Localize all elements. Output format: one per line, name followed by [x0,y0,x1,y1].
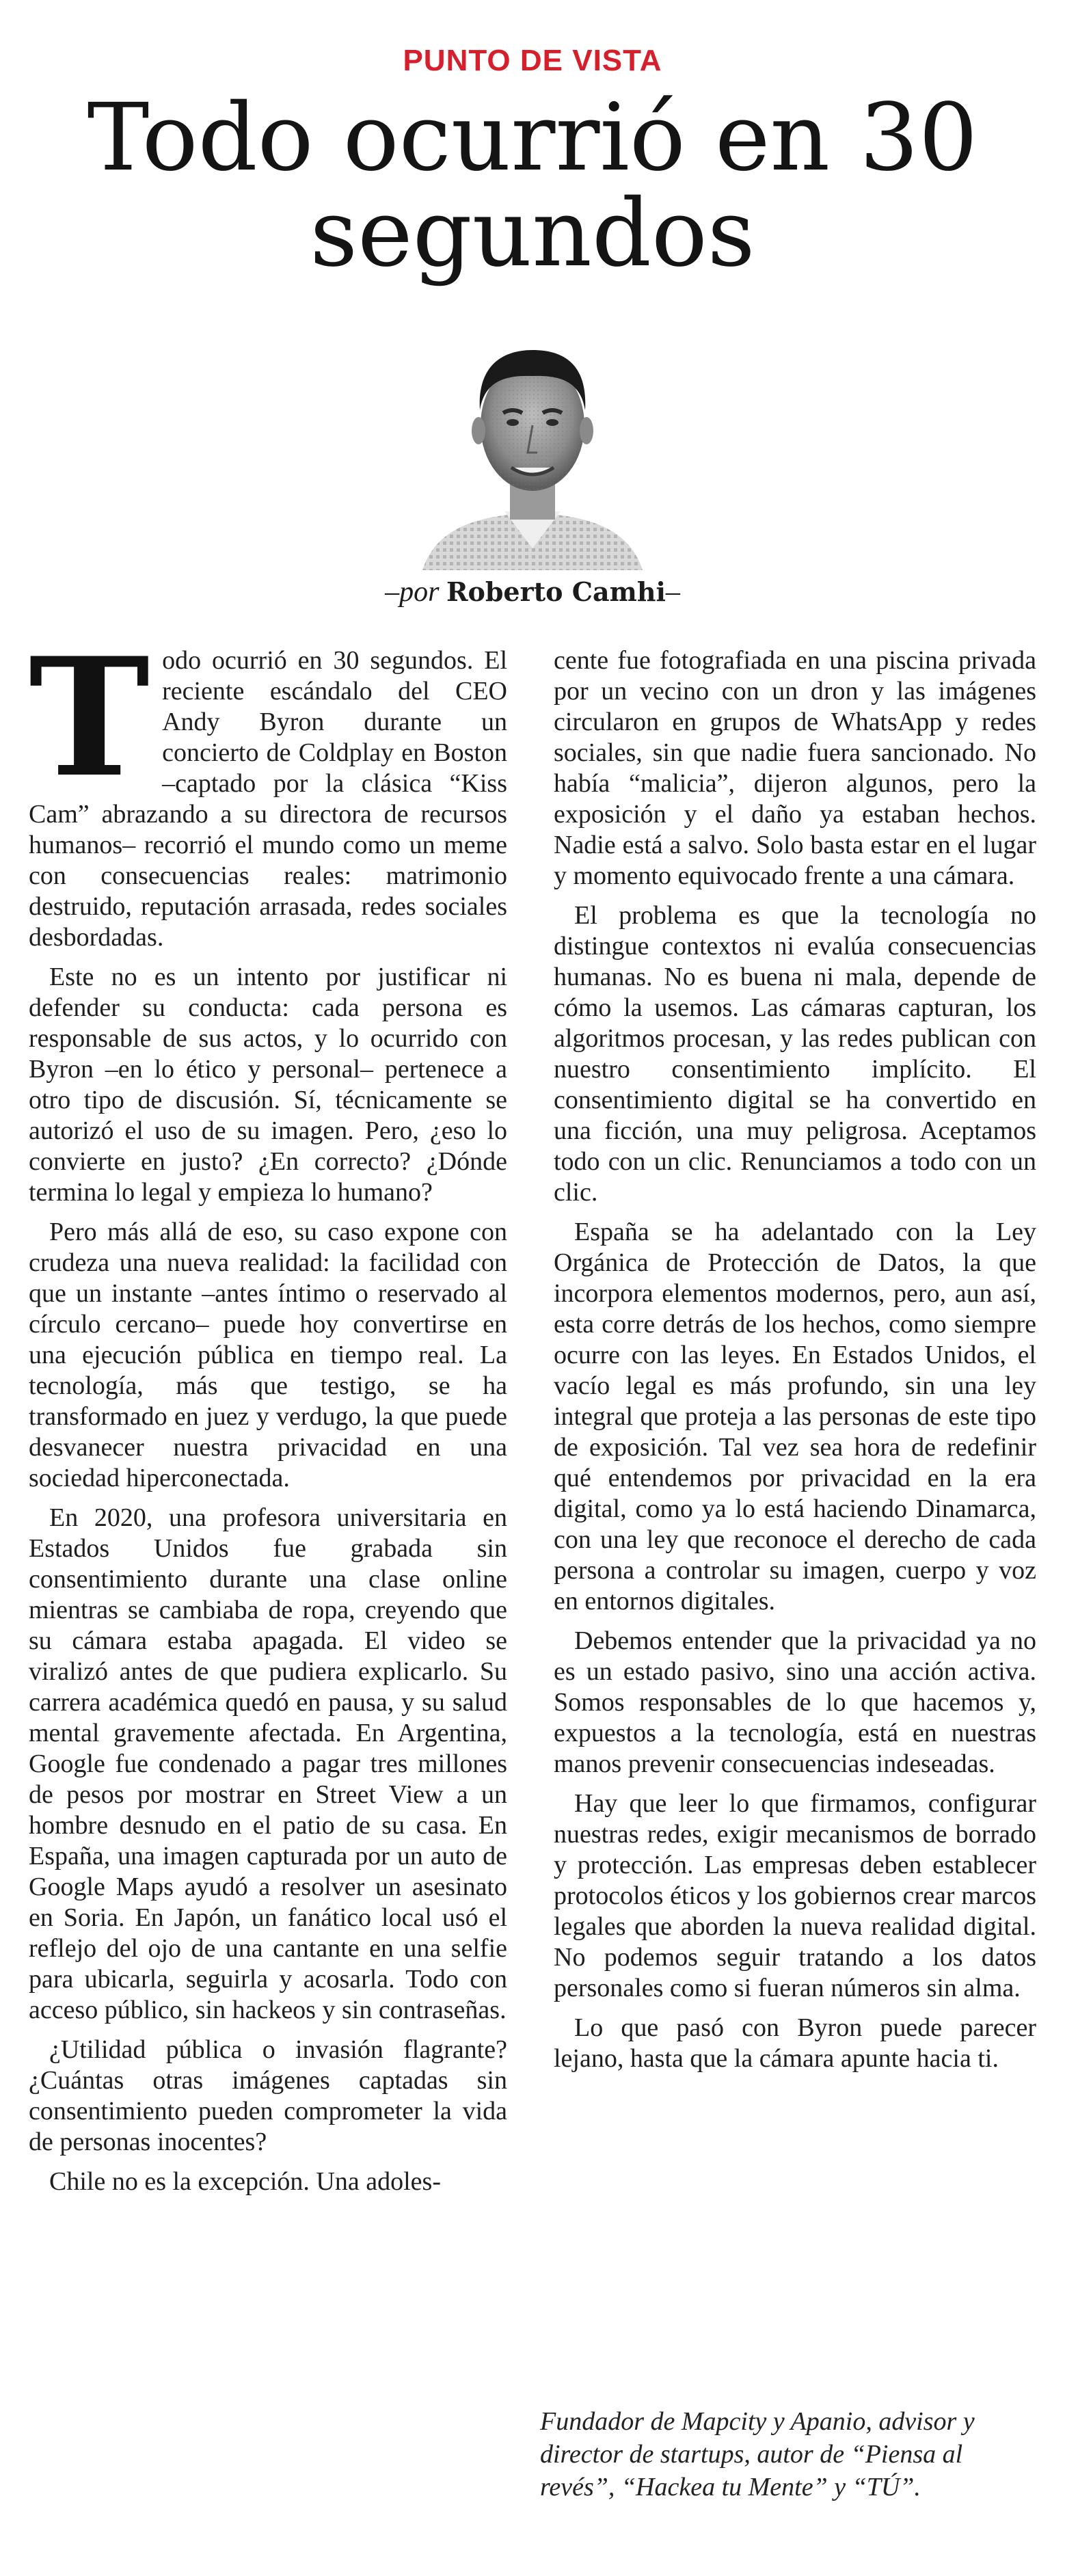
section-label: PUNTO DE VISTA [403,44,662,77]
first-paragraph-text: odo ocurrió en 30 segundos. El reciente escándalo del CEO Andy Byron durante un concierto de Coldplay en Boston –captado por la clásica “Kiss Cam” abrazando a su directora de recursos humanos– recorrió el mundo como un meme con consecuencias reales: matrimonio destruido, reputación arrasada, redes sociales desbordadas. [29,646,507,952]
byline-prefix: –por [385,576,440,608]
article-column-right [554,645,1036,2083]
article-paragraph: Este no es un intento por justificar ni defender su conducta: cada persona es responsable de sus actos, y lo ocurrido con Byron –en lo ético y personal– pertenece a otro tipo de discusión. Sí, técnicamente se autorizó el uso de su imagen. Pero, ¿eso lo convierte en justo? ¿En correcto? ¿Dónde termina lo legal y empieza lo humano? [29,963,507,1207]
article-paragraph: España se ha adelantado con la Ley Orgánica de Protección de Datos, la que incorpora elementos modernos, pero, aun así, esta corre detrás de los hechos, como siempre ocurre con las leyes. En Estados Unidos, el vacío legal es más profundo, sin una ley integral que proteja a las personas de este tipo de exposición. Tal vez sea hora de redefinir qué entendemos por privacidad en la era digital, como ya lo está haciendo Dinamarca, con una ley que reconoce el derecho de cada persona a controlar su imagen, cuerpo y voz en entornos digitales. [554,1218,1036,1615]
author-bio: Fundador de Mapcity y Apanio, advisor y director de startups, autor de “Piensa al revés”, “Hackea tu Mente” y “TÚ”. [540,2407,975,2501]
author-name: Roberto Camhi [446,576,666,607]
author-portrait-icon [409,323,656,570]
byline-suffix: – [665,576,680,608]
headline: Todo ocurrió en 30 segundos [87,84,978,288]
article-paragraph: Chile no es la excepción. Una adoles- [49,2167,441,2196]
article-paragraph: El problema es que la tecnología no distingue contextos ni evalúa consecuencias humanas. No es buena ni mala, depende de cómo la usemos. Las cámaras capturan, los algoritmos procesan, y las redes publican con nuestro consentimiento implícito. El consentimiento digital se ha convertido en una ficción, una muy peligrosa. Aceptamos todo con un clic. Renunciamos a todo con un clic. [554,901,1036,1207]
byline [0,576,1065,608]
article-paragraph: Hay que leer lo que firmamos, configurar nuestras redes, exigir mecanismos de borrado y protección. Las empresas deben establecer protocolos éticos y los gobiernos crear marcos legales que aborden la nueva realidad digital. No podemos seguir tratando a los datos personales como si fueran números sin alma. [554,1789,1036,2002]
drop-cap: T [29,623,150,814]
article-paragraph: cente fue fotografiada en una piscina privada por un vecino con un dron y las imágenes circularon en grupos de WhatsApp y redes sociales, sin que nadie fuera sancionado. No había “malicia”, dijeron algunos, pero la exposición y el daño ya estaban hechos. Nadie está a salvo. Solo basta estar en el lugar y momento equivocado frente a una cámara. [554,646,1036,890]
article-paragraph: ¿Utilidad pública o invasión flagrante? ¿Cuántas otras imágenes captadas sin consentimiento pueden comprometer la vida de personas inocentes? [29,2035,507,2156]
article-paragraph: En 2020, una profesora universitaria en Estados Unidos fue grabada sin consentimiento durante una clase online mientras se cambiaba de ropa, creyendo que su cámara estaba apagada. El video se viralizó antes de que pudiera explicarlo. Su carrera académica quedó en pausa, y su salud mental gravemente afectada. En Argentina, Google fue condenado a pagar tres millones de pesos por mostrar en Street View a un hombre desnudo en el patio de su casa. En España, una imagen capturada por un auto de Google Maps ayudó a resolver un asesinato en Soria. En Japón, un fanático local usó el reflejo del ojo de una cantante en una selfie para ubicarla, seguirla y acosarla. Todo con acceso público, sin hackeos y sin contraseñas. [29,1503,507,2024]
article-paragraph: Debemos entender que la privacidad ya no es un estado pasivo, sino una acción activa. Somos responsables de lo que hacemos y, expuestos a la tecnología, está en nuestras manos prevenir consecuencias indeseadas. [554,1626,1036,1778]
article-paragraph: Pero más allá de eso, su caso expone con crudeza una nueva realidad: la facilidad con que un instante –antes íntimo o reservado al círculo cercano– puede hoy convertirse en una ejecución pública en tiempo real. La tecnología, más que testigo, se ha transformado en juez y verdugo, la que puede desvanecer nuestra privacidad en una sociedad hiperconectada. [29,1218,507,1492]
article-column-left [29,623,507,2206]
article-paragraph [29,623,507,953]
article-paragraph: Lo que pasó con Byron puede parecer lejano, hasta que la cámara apunte hacia ti. [554,2013,1036,2073]
